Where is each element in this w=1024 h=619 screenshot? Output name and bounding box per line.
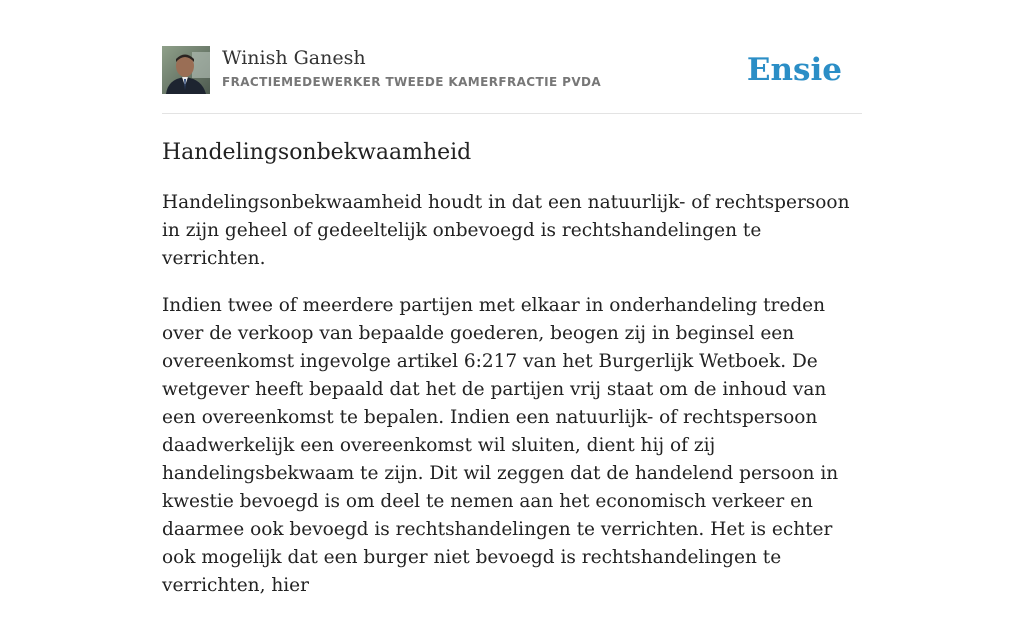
brand-logo[interactable]: Ensie [746,52,842,88]
article-paragraph: Handelingsonbekwaamheid houdt in dat een natuurlijk- of rechtspersoon in zijn geheel of gedeeltelijk onbevoegd is rechtshandelingen te verrichten. [162,192,850,269]
author-header [162,46,862,114]
author-name[interactable]: Winish Ganesh [222,47,366,69]
article [162,137,864,619]
article-paragraph: Indien twee of meerdere partijen met elkaar in onderhandeling treden over de verkoop van bepaalde goederen, beogen zij in beginsel een overeenkomst ingevolge artikel 6:217 van het Burgerlijk Wetboek. De wetgever heeft bepaald dat het de partijen vrij staat om de inhoud van een overeenkomst te bepalen. Indien een natuurlijk- of rechtspersoon daadwerkelijk een overeenkomst wil sluiten, dient hij of zij handelingsbekwaam te zijn. Dit wil zeggen dat de handelend persoon in kwestie bevoegd is om deel te nemen aan het economisch verkeer en daarmee ook bevoegd is rechtshandelingen te verrichten. Het is echter ook mogelijk dat een burger niet bevoegd is rechtshandelingen te verrichten, hier [162,295,839,596]
avatar[interactable] [162,46,210,94]
article-title: Handelingsonbekwaamheid [162,140,472,165]
author-role: FRACTIEMEDEWERKER TWEEDE KAMERFRACTIE PVDA [222,75,602,89]
avatar-photo [162,46,210,94]
